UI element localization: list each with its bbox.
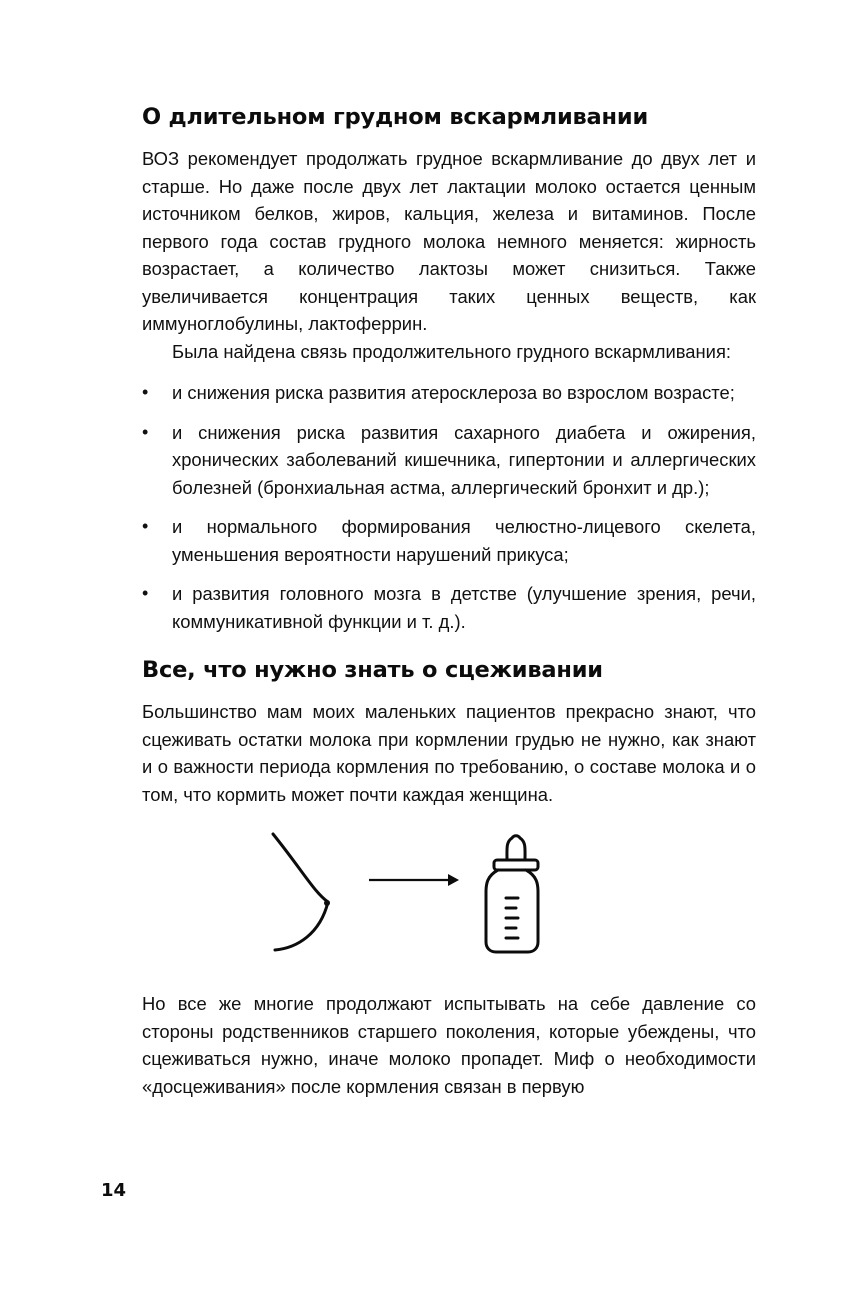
paragraph-found-link: Была найдена связь продолжительного грудного вскармливания: bbox=[172, 340, 732, 362]
benefits-list bbox=[142, 379, 756, 635]
list-item bbox=[142, 419, 756, 502]
list-item-text: и развития головного мозга в детстве (улучшение зрения, речи, коммуникативной функции и т. д.). bbox=[172, 583, 756, 632]
illustration-svg bbox=[142, 830, 756, 970]
page-content bbox=[142, 100, 756, 1100]
arrow-right-icon bbox=[369, 874, 459, 886]
paragraph-who-recommendation: ВОЗ рекомендует продолжать грудное вскармливание до двух лет и старше. Но даже после двух лет лактации молоко остается ценным источником белков, жиров, кальция, железа и витаминов. После первого года состав грудного молока немного меняется: жирность возрастает, а количество лактозы может снизиться. Также увеличивается концентрация таких ценных веществ, как иммуноглобулины, лактоферрин. bbox=[142, 148, 756, 334]
bullet-icon: • bbox=[142, 516, 149, 536]
list-item-text: и снижения риска развития атеросклероза во взрослом возрасте; bbox=[172, 382, 735, 403]
bullet-icon: • bbox=[142, 382, 149, 402]
baby-bottle-icon bbox=[486, 836, 538, 952]
paragraph-moms-know: Большинство мам моих маленьких пациентов прекрасно знают, что сцеживать остатки молока при кормлении грудью не нужно, как знают и о важности периода кормления по требованию, о составе молока и о том, что кормить может почти каждая женщина. bbox=[142, 701, 756, 805]
list-item bbox=[142, 513, 756, 568]
list-item bbox=[142, 379, 756, 407]
section-heading-breastfeeding: О длительном грудном вскармливании bbox=[142, 104, 649, 130]
list-item-text: и снижения риска развития сахарного диабета и ожирения, хронических заболеваний кишечника, гипертонии и аллергических болезней (бронхиальная астма, аллергический бронхит и др.); bbox=[172, 421, 756, 498]
bullet-icon: • bbox=[142, 583, 149, 603]
list-item-text: и нормального формирования челюстно-лицевого скелета, уменьшения вероятности нарушений прикуса; bbox=[172, 516, 756, 565]
bullet-icon: • bbox=[142, 421, 149, 442]
expressing-illustration bbox=[142, 830, 756, 970]
paragraph-relatives-pressure: Но все же многие продолжают испытывать на себе давление со стороны родственников старшего поколения, которые убеждены, что сцеживаться нужно, иначе молоко пропадет. Миф о необходимости «досцеживания» после кормления связан в первую bbox=[142, 993, 756, 1097]
section-heading-expressing: Все, что нужно знать о сцеживании bbox=[142, 657, 603, 683]
page-number: 14 bbox=[101, 1180, 127, 1201]
breast-icon bbox=[273, 834, 330, 950]
list-item bbox=[142, 580, 756, 635]
